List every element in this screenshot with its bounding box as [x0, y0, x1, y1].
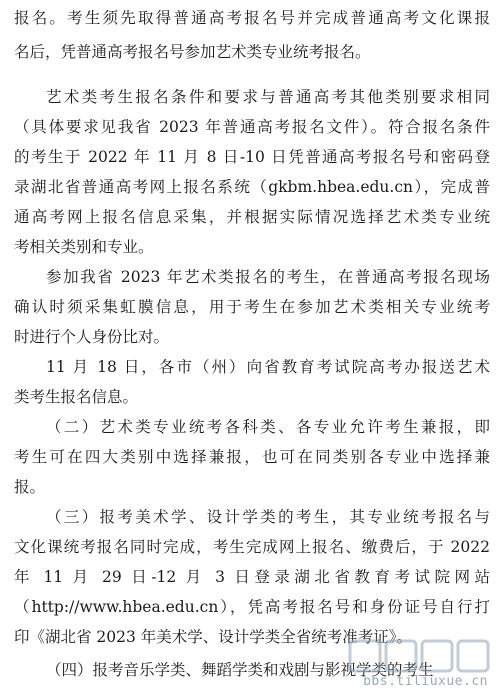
text-line: 录湖北省普通高考网上报名系统（gkbm.hbea.edu.cn），完成普: [14, 178, 490, 196]
text-line: 印《湖北省 2023 年美术学、设计学类全省统考准考证》。: [14, 628, 413, 646]
text-line: （四）报考音乐学类、舞蹈学类和戏剧与影视学类的考生: [46, 661, 434, 679]
text-line: 艺术类考生报名条件和要求与普通高考其他类别要求相同: [46, 88, 490, 106]
text-line: （二）艺术类专业统考各科类、各专业允许考生兼报，即: [46, 418, 490, 436]
text-line: 通高考网上报名信息采集，并根据实际情况选择艺术类专业统: [14, 208, 490, 226]
text-line: 文化课统考报名同时完成，考生完成网上报名、缴费后，于 2022: [14, 538, 490, 556]
text-line: （具体要求见我省 2023 年普通高考报名文件）。符合报名条件: [14, 118, 490, 136]
text-line: 类考生报名信息。: [14, 388, 139, 406]
text-line: 的考生于 2022 年 11 月 8 日-10 日凭普通高考报名号和密码登: [14, 148, 490, 166]
text-line: 时进行个人身份比对。: [14, 328, 170, 346]
text-line: 报。: [14, 478, 46, 496]
text-line: 考相关类别和专业。: [14, 238, 154, 256]
text-line: 名后，凭普通高考报名号参加艺术类专业统考报名。: [14, 43, 371, 61]
text-line: 报名。考生须先取得普通高考报名号并完成普通高考文化课报: [14, 9, 490, 27]
text-line: （http://www.hbea.edu.cn），凭高考报名号和身份证号自行打: [14, 598, 490, 616]
text-line: 年 11 月 29 日-12 月 3 日登录湖北省教育考试院网站: [14, 568, 490, 586]
watermark-url: bbs.tiliuxue.cn: [363, 674, 488, 689]
text-line: 确认时须采集虹膜信息，用于考生在参加艺术类相关专业统考: [14, 298, 490, 316]
text-line: 考生可在四大类别中选择兼报，也可在同类别各专业中选择兼: [14, 448, 490, 466]
text-line: （三）报考美术学、设计学类的考生，其专业统考报名与: [46, 508, 490, 526]
text-line: 参加我省 2023 年艺术类报名的考生，在普通高考报名现场: [46, 268, 490, 286]
text-line: 11 月 18 日，各市（州）向省教育考试院高考办报送艺术: [46, 358, 490, 376]
